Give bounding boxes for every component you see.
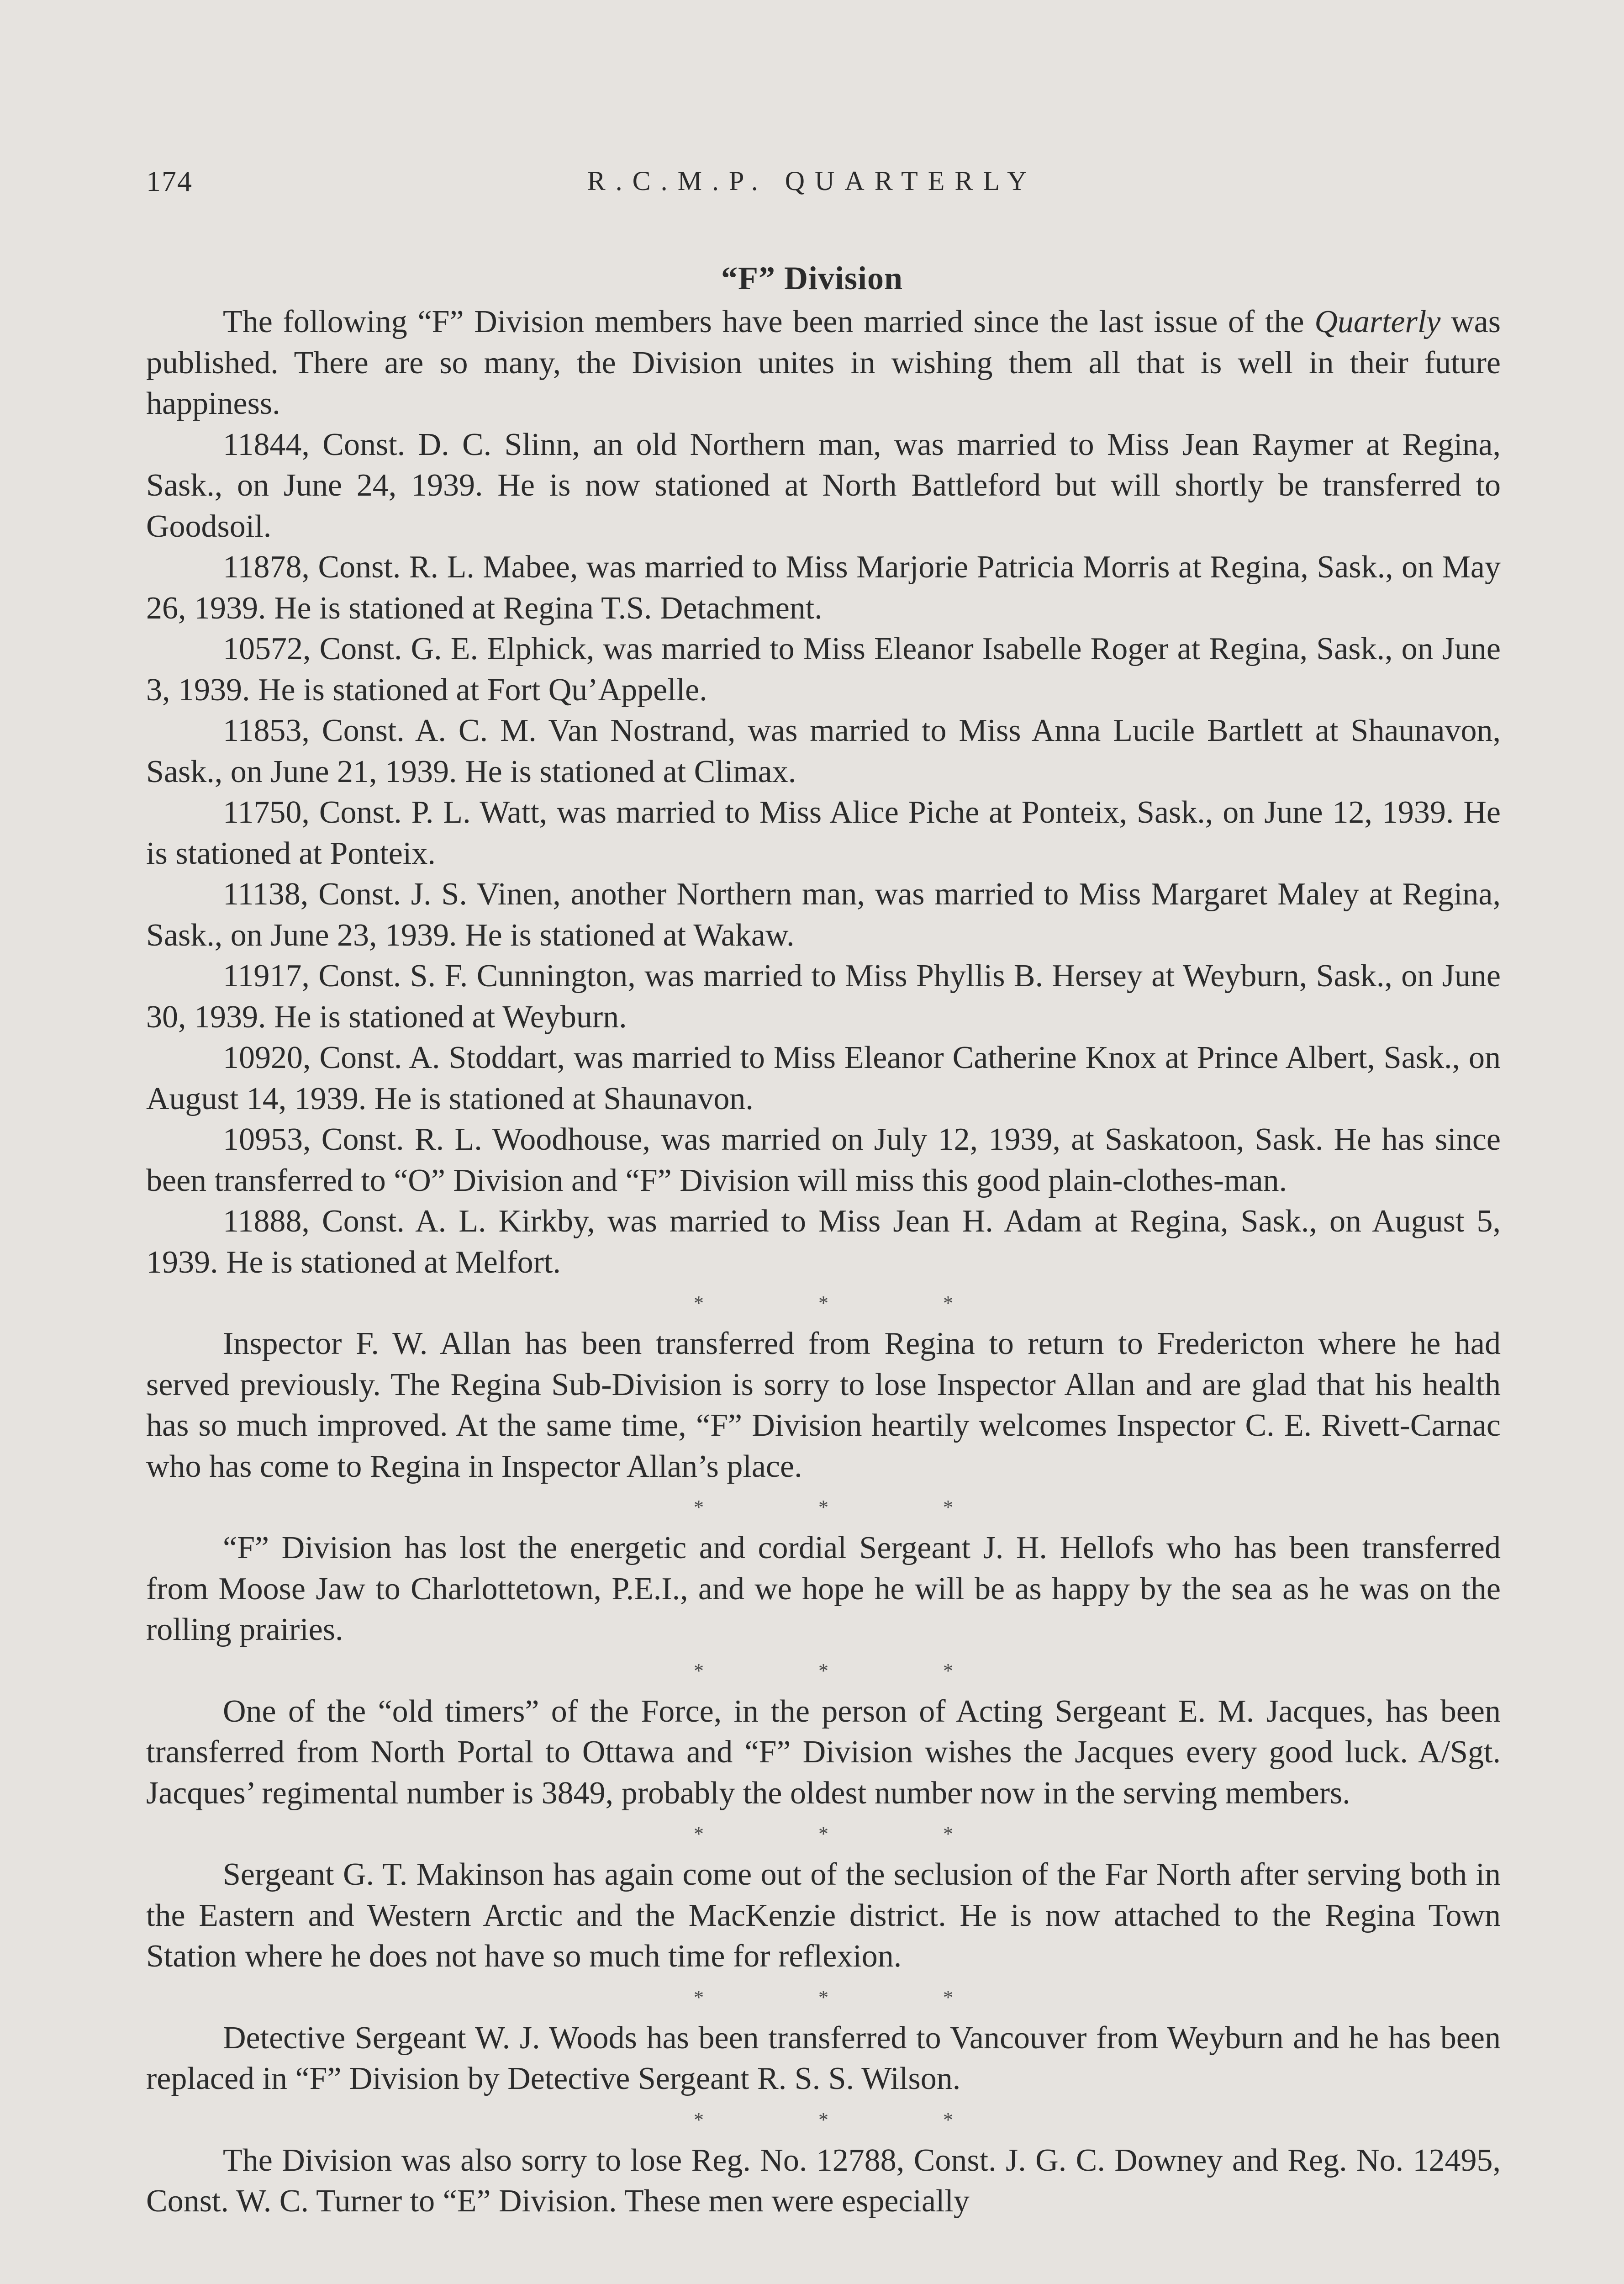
publication-name: Quarterly	[1314, 304, 1441, 339]
section-separator: * * *	[694, 1986, 953, 2009]
page-number: 174	[146, 165, 193, 197]
news-paragraph: “F” Division has lost the energetic and cordial Sergeant J. H. Hellofs who has been transferred from Moose Jaw to Charlottetown, P.E.I., and we hope he will be as happy by the sea as he was on the rolling prairies.	[146, 1530, 1501, 1647]
news-paragraph: Sergeant G. T. Makinson has again come out of the seclusion of the Far North after serving both in the Eastern and Western Arctic and the MacKenzie district. He is now attached to the Regina Town Station where he does not have so much time for reflexion.	[146, 1857, 1501, 1974]
marriage-notice: 10572, Const. G. E. Elphick, was married to Miss Eleanor Isabelle Roger at Regina, Sask., on June 3, 1939. He is stationed at Fort Qu’Appelle.	[146, 631, 1501, 708]
marriage-notice: 11853, Const. A. C. M. Van Nostrand, was married to Miss Anna Lucile Bartlett at Shaunavon, Sask., on June 21, 1939. He is stationed at Climax.	[146, 713, 1501, 789]
intro-text-start: The following “F” Division members have been married since the last issue of the	[223, 304, 1315, 339]
running-head: R.C.M.P. QUARTERLY	[587, 166, 1037, 196]
intro-paragraph	[146, 301, 1501, 424]
article-body	[146, 301, 1501, 2222]
marriage-notice: 11844, Const. D. C. Slinn, an old Northern man, was married to Miss Jean Raymer at Regina, Sask., on June 24, 1939. He is now stationed at North Battleford but will shortly be transferred to Goodsoil.	[146, 427, 1501, 544]
marriage-notice: 11878, Const. R. L. Mabee, was married to Miss Marjorie Patricia Morris at Regina, Sask., on May 26, 1939. He is stationed at Regina T.S. Detachment.	[146, 550, 1501, 626]
news-paragraph: The Division was also sorry to lose Reg. No. 12788, Const. J. G. C. Downey and Reg. No. 12495, Const. W. C. Turner to “E” Division. These men were especially	[146, 2142, 1501, 2219]
marriage-notice: 10953, Const. R. L. Woodhouse, was married on July 12, 1939, at Saskatoon, Sask. He has since been transferred to “O” Division and “F” Division will miss this good plain-clothes-man.	[146, 1122, 1501, 1198]
news-paragraph: Inspector F. W. Allan has been transferred from Regina to return to Fredericton where he had served previously. The Regina Sub-Division is sorry to lose Inspector Allan and are glad that his health has so much improved. At the same time, “F” Division heartily welcomes Inspector C. E. Rivett-Carnac who has come to Regina in Inspector Allan’s place.	[146, 1326, 1501, 1484]
marriage-notice: 10920, Const. A. Stoddart, was married to Miss Eleanor Catherine Knox at Prince Albert, Sask., on August 14, 1939. He is stationed at Shaunavon.	[146, 1040, 1501, 1116]
marriage-notice: 11917, Const. S. F. Cunnington, was married to Miss Phyllis B. Hersey at Weyburn, Sask., on June 30, 1939. He is stationed at Weyburn.	[146, 958, 1501, 1035]
section-separator: * * *	[694, 2108, 953, 2131]
section-heading: “F” Division	[721, 260, 903, 296]
news-paragraph: Detective Sergeant W. J. Woods has been transferred to Vancouver from Weyburn and he has been replaced in “F” Division by Detective Sergeant R. S. S. Wilson.	[146, 2020, 1501, 2096]
section-separator: * * *	[694, 1496, 953, 1518]
section-separator: * * *	[694, 1659, 953, 1682]
section-separator: * * *	[694, 1823, 953, 1845]
marriage-notice: 11138, Const. J. S. Vinen, another Northern man, was married to Miss Margaret Maley at Regina, Sask., on June 23, 1939. He is stationed at Wakaw.	[146, 877, 1501, 953]
intro-text-end: was published. There are so many, the Division unites in wishing them all that is well in their future happiness.	[146, 304, 1501, 421]
marriage-notice: 11750, Const. P. L. Watt, was married to Miss Alice Piche at Ponteix, Sask., on June 12, 1939. He is stationed at Ponteix.	[146, 795, 1501, 871]
marriage-notice: 11888, Const. A. L. Kirkby, was married to Miss Jean H. Adam at Regina, Sask., on August 5, 1939. He is stationed at Melfort.	[146, 1204, 1501, 1280]
news-paragraph: One of the “old timers” of the Force, in the person of Acting Sergeant E. M. Jacques, has been transferred from North Portal to Ottawa and “F” Division wishes the Jacques every good luck. A/Sgt. Jacques’ regimental number is 3849, probably the oldest number now in the serving members.	[146, 1693, 1501, 1811]
section-separator: * * *	[694, 1292, 953, 1314]
